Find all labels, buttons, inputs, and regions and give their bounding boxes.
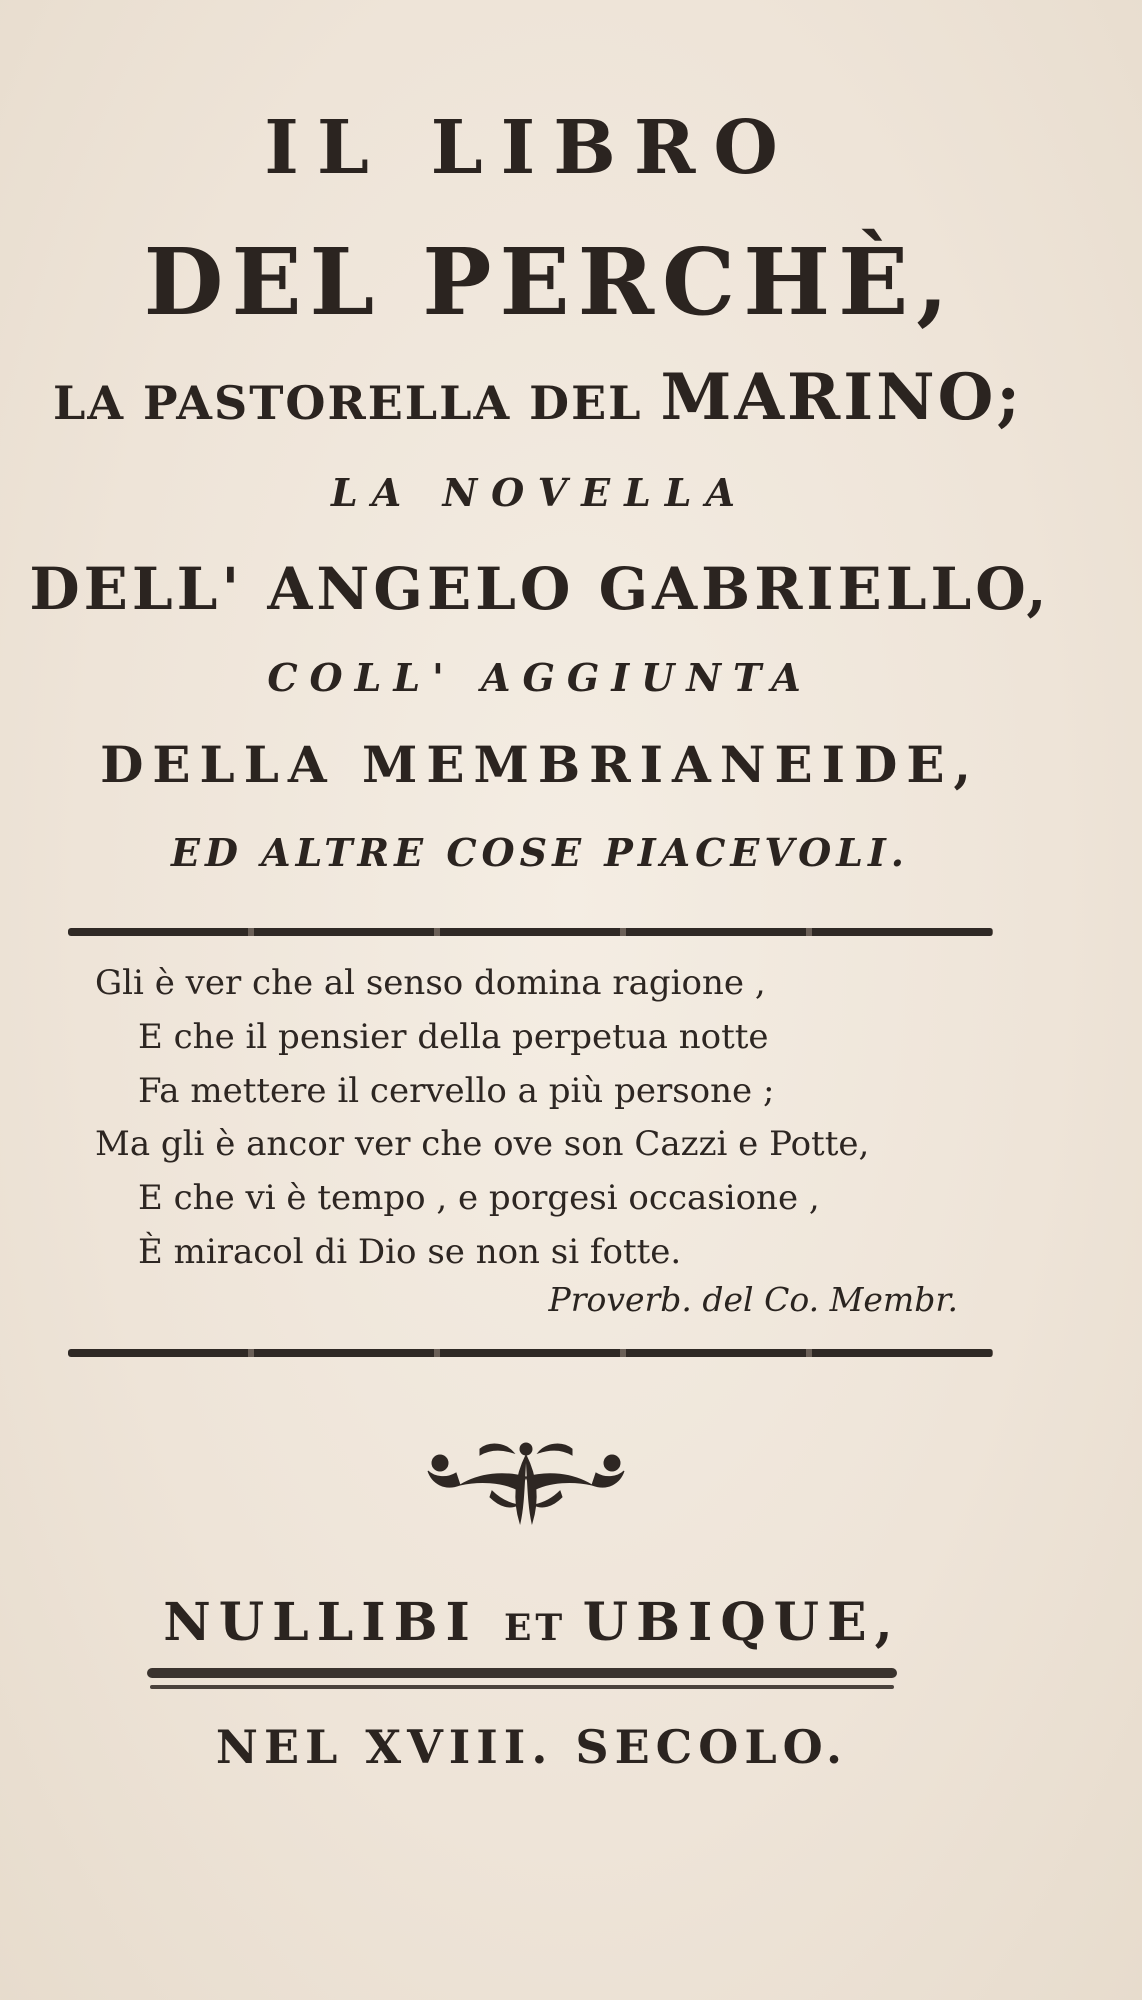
epigraph-attribution: Proverb. del Co. Membr. <box>548 1280 958 1319</box>
imprint-rule <box>147 1668 897 1678</box>
imprint-place-part-a: NULLIBI <box>163 1592 504 1653</box>
title-line-7: DELLA MEMBRIANEIDE, <box>100 735 980 794</box>
bottom-rule <box>68 1349 993 1357</box>
epigraph-line: Ma gli è ancor ver che ove son Cazzi e Potte, <box>95 1124 870 1164</box>
fleuron-ornament-icon <box>420 1435 632 1527</box>
imprint-place <box>2 1592 1062 1653</box>
imprint-place-part-b: ET <box>503 1607 583 1649</box>
top-rule <box>68 928 993 936</box>
epigraph-line: È miracol di Dio se non si fotte. <box>138 1232 682 1272</box>
title-line-3-part-a: LA PASTORELLA DEL <box>53 376 661 430</box>
title-line-8: ED ALTRE COSE PIACEVOLI. <box>171 830 909 875</box>
epigraph-line: Gli è ver che al senso domina ragione , <box>95 963 766 1003</box>
imprint-place-part-c: UBIQUE, <box>582 1592 901 1653</box>
title-line-2: DEL PERCHÈ, <box>143 228 957 336</box>
title-line-1: IL LIBRO <box>264 105 796 191</box>
title-line-5: DELL' ANGELO GABRIELLO, <box>29 555 1051 623</box>
title-line-3-part-b: MARINO; <box>660 360 1023 435</box>
imprint-date: NEL XVIII. SECOLO. <box>215 1720 849 1774</box>
title-line-3 <box>8 360 1068 435</box>
title-line-6: COLL' AGGIUNTA <box>267 655 813 700</box>
epigraph-line: Fa mettere il cervello a più persone ; <box>138 1071 775 1111</box>
title-line-4: LA NOVELLA <box>331 470 749 515</box>
epigraph-line: E che il pensier della perpetua notte <box>138 1017 769 1057</box>
epigraph-line: E che vi è tempo , e porgesi occasione , <box>138 1178 820 1218</box>
